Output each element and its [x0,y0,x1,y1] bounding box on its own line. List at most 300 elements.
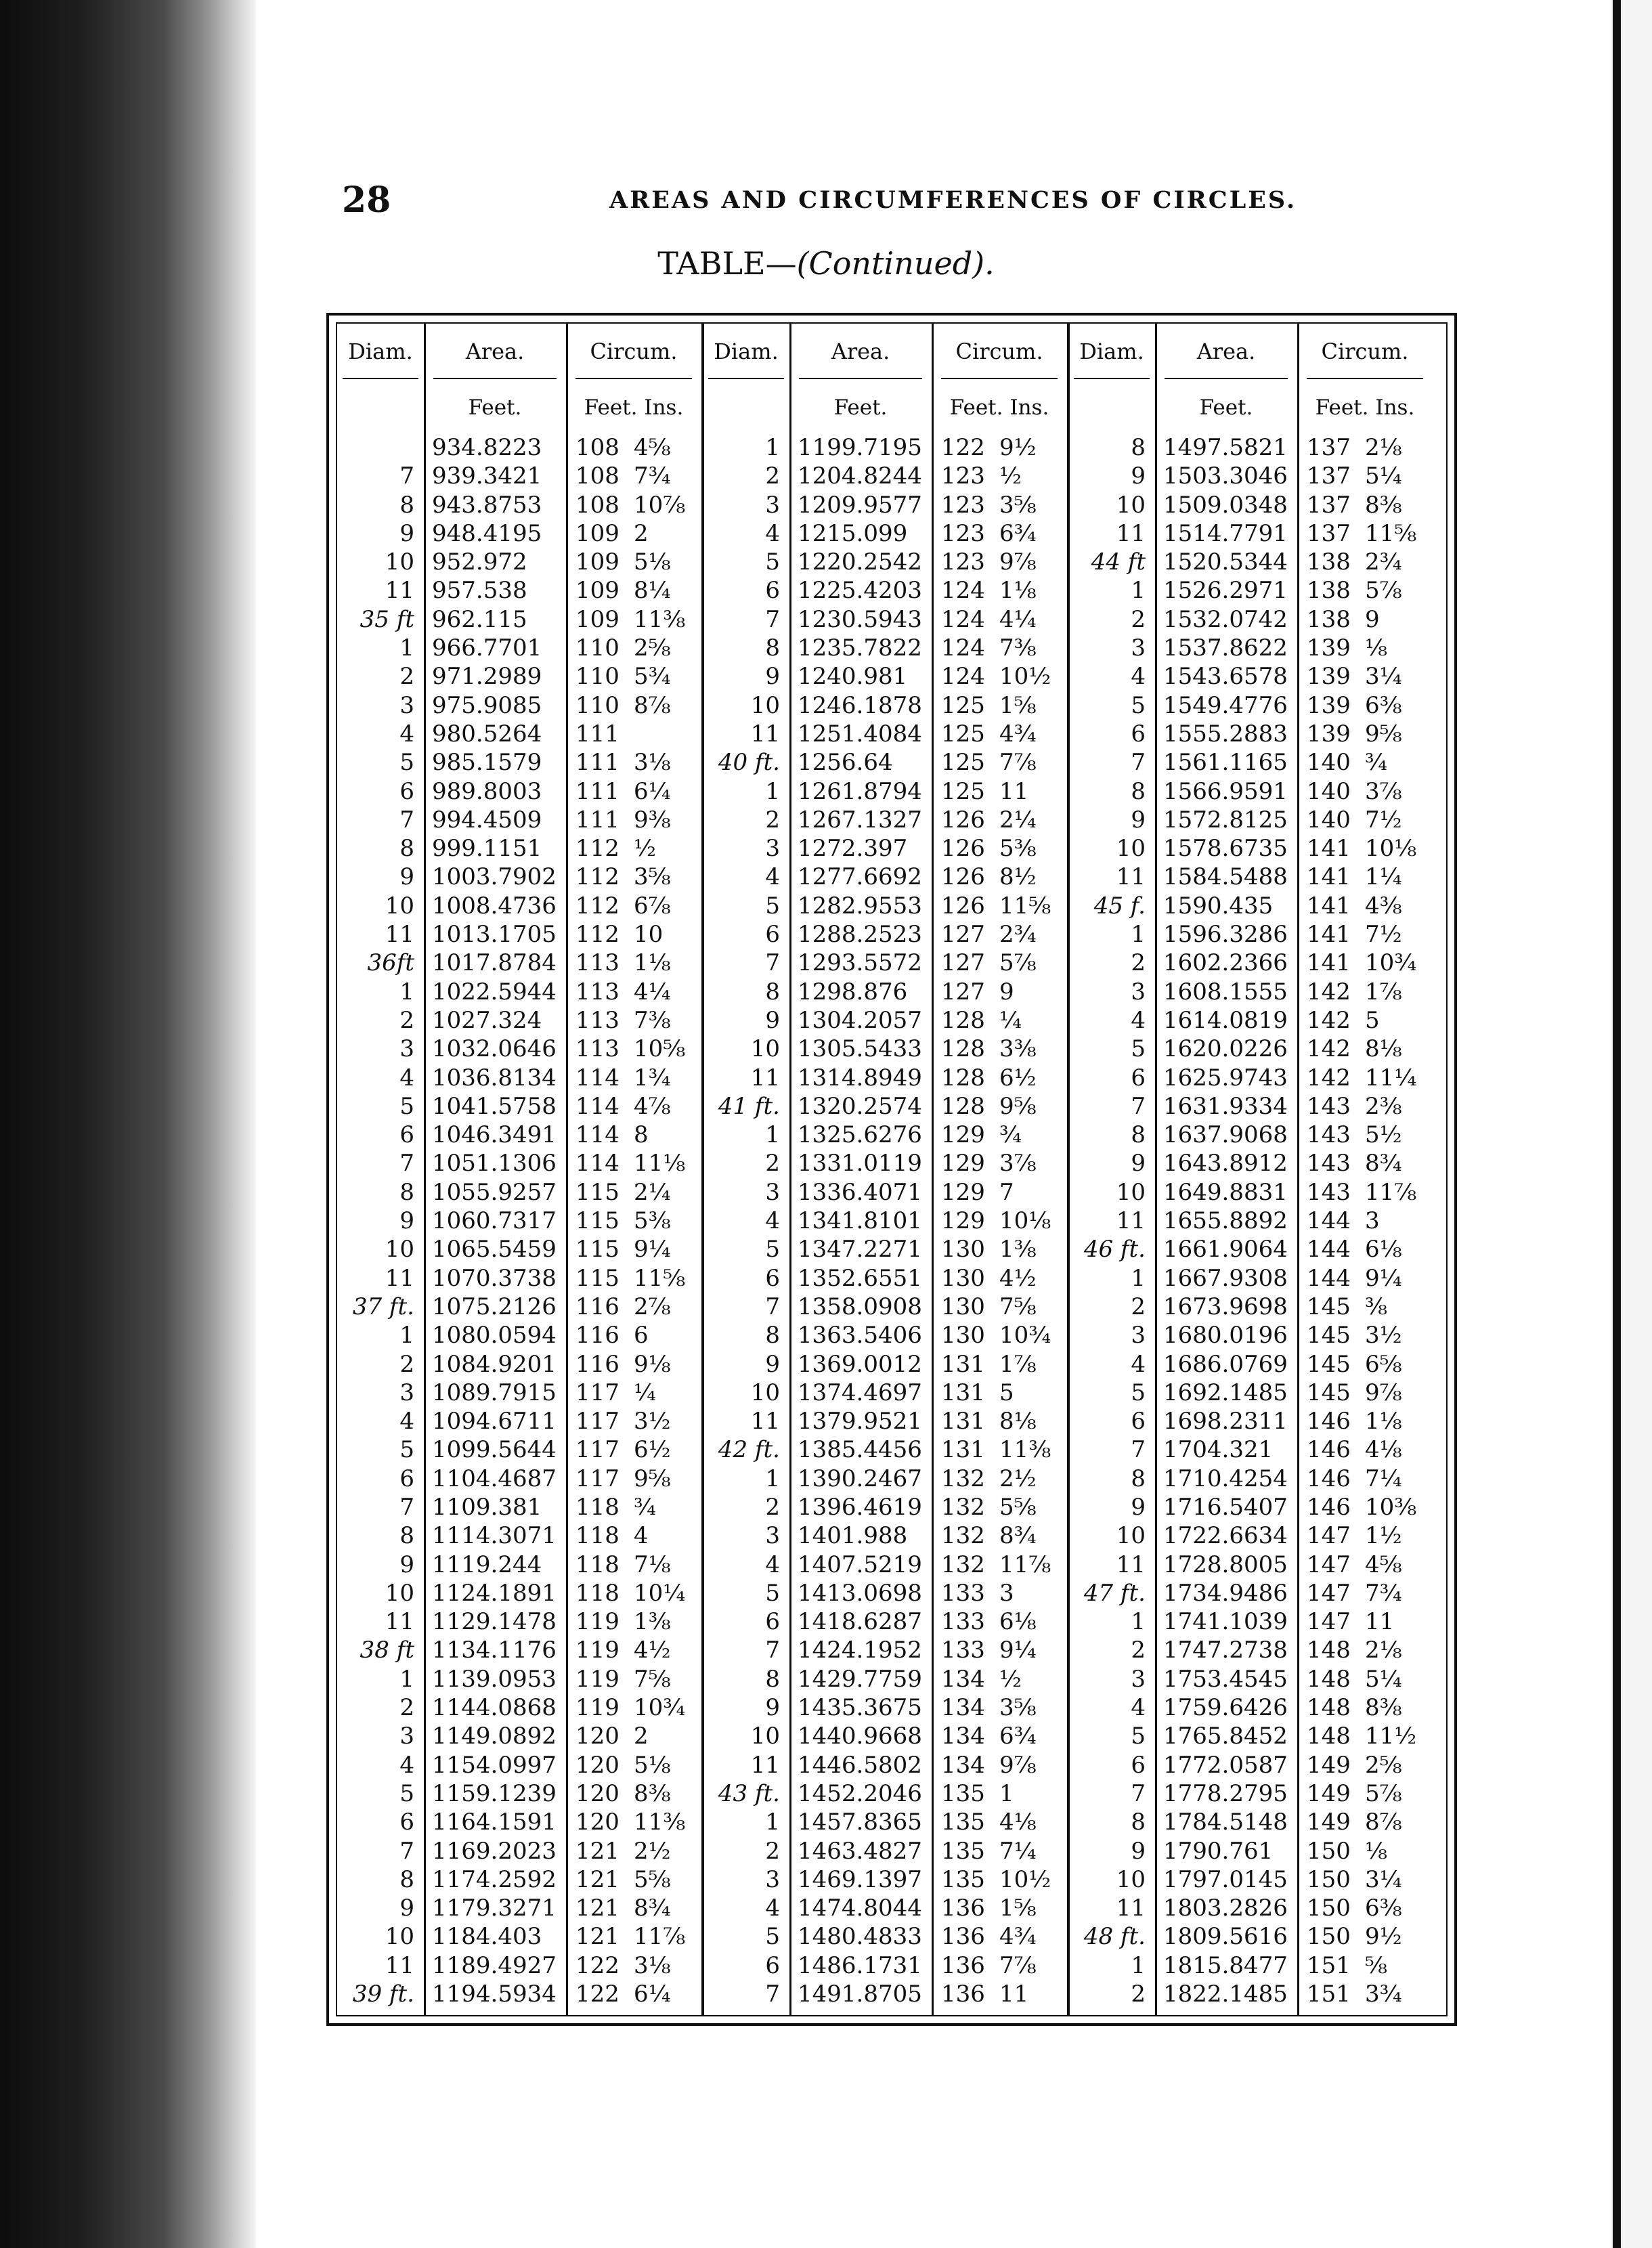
circum-feet-cell: 118 [575,1522,620,1550]
circum-ins-cell: 2¼ [634,1178,671,1206]
table-title [0,245,1652,282]
circum-feet-cell: 117 [575,1408,620,1435]
area-cell: 1514.7791 [1163,519,1288,547]
table-row [1068,1293,1434,1321]
diam-cell: 4 [1131,1694,1146,1722]
circum-ins-cell: 11⅜ [999,1436,1051,1464]
header-area: Area. [465,339,525,364]
table-row [337,1149,703,1177]
diam-cell: 3 [399,691,414,719]
table-row [703,634,1068,662]
circum-ins-cell: 4½ [999,1264,1037,1292]
diam-cell: 8 [765,978,780,1006]
area-cell: 1396.4619 [798,1493,922,1521]
area-cell: 1784.5148 [1163,1809,1288,1836]
table-row [337,1579,703,1607]
diam-cell: 7 [399,1150,414,1177]
diam-cell: 6 [1131,1064,1146,1091]
table-row [703,1951,1068,1980]
circum-ins-cell: 9⅞ [999,548,1037,576]
circum-feet-cell: 148 [1307,1694,1351,1722]
diam-cell: 7 [1131,1779,1146,1807]
circum-feet-cell: 127 [941,978,985,1006]
area-cell: 1225.4203 [798,577,922,605]
circum-feet-cell: 147 [1307,1522,1351,1550]
circum-feet-cell: 136 [941,1895,985,1922]
area-cell: 1149.0892 [432,1723,557,1750]
circum-ins-cell: 3⅝ [634,863,671,891]
area-cell: 957.538 [432,577,527,605]
table-row [1068,1264,1434,1293]
table-row [703,1064,1068,1092]
circum-ins-cell: 6¼ [634,777,671,805]
circum-feet-cell: 126 [941,806,985,834]
circum-ins-cell: 8⅛ [1365,1035,1402,1063]
diam-cell: 10 [1116,1865,1146,1893]
area-cell: 971.2989 [432,663,542,691]
circum-feet-cell: 133 [941,1579,985,1607]
circum-ins-cell: ¼ [634,1379,656,1406]
area-cell: 1003.7902 [432,863,557,891]
area-cell: 1184.403 [432,1923,542,1951]
circum-feet-cell: 123 [941,462,985,490]
diam-cell: 5 [1131,1379,1146,1406]
circum-ins-cell: 4⅜ [1365,892,1402,920]
circum-ins-cell: ½ [634,835,656,863]
area-cell: 1174.2592 [432,1865,557,1893]
area-cell: 1734.9486 [1163,1579,1288,1607]
page-number: 28 [342,179,391,221]
diam-cell: 7 [399,1837,414,1865]
circum-ins-cell: 1⅛ [999,577,1037,605]
diam-cell: 1 [399,978,414,1006]
circum-ins-cell: 2¾ [999,921,1037,949]
circum-feet-cell: 147 [1307,1551,1351,1578]
circum-feet-cell: 143 [1307,1092,1351,1120]
circum-ins-cell: 5⅜ [999,835,1037,863]
table-row [337,1092,703,1121]
circum-ins-cell: 7⅜ [634,1006,671,1034]
area-cell: 1566.9591 [1163,777,1288,805]
area-cell: 1469.1397 [798,1865,922,1893]
diam-cell: 11 [385,1951,414,1979]
table-row [703,748,1068,777]
area-cell: 966.7701 [432,634,542,662]
circum-ins-cell: 4¾ [999,1923,1037,1951]
circum-feet-cell: 151 [1307,1951,1351,1979]
circum-ins-cell: 5 [999,1379,1014,1406]
diam-cell: 40 ft. [718,749,780,777]
circum-ins-cell: 2 [634,1723,649,1750]
table-row [337,519,703,548]
area-cell: 1379.9521 [798,1408,922,1435]
diam-cell: 7 [765,605,780,633]
area-cell: 1282.9553 [798,892,922,920]
circum-ins-cell: 9¼ [1365,1264,1402,1292]
area-cell: 1104.4687 [432,1465,557,1492]
circum-ins-cell: 5¼ [1365,1665,1402,1693]
circum-feet-cell: 131 [941,1408,985,1435]
diam-cell: 7 [765,1981,780,2008]
diam-cell: 9 [399,1895,414,1922]
area-cell: 1124.1891 [432,1579,557,1607]
diam-cell: 9 [399,1551,414,1578]
diam-cell: 2 [399,663,414,691]
area-cell: 1497.5821 [1163,434,1288,461]
area-cell: 943.8753 [432,491,542,519]
diam-cell: 4 [765,519,780,547]
circum-ins-cell: 11 [999,777,1029,805]
circum-feet-cell: 139 [1307,720,1351,748]
table-row [703,1006,1068,1035]
circum-feet-cell: 145 [1307,1322,1351,1349]
circum-feet-cell: 146 [1307,1465,1351,1492]
table-row [337,1379,703,1407]
area-cell: 1407.5219 [798,1551,922,1578]
table-column-group [337,324,703,2015]
area-cell: 1765.8452 [1163,1723,1288,1750]
circum-feet-cell: 113 [575,1006,620,1034]
circum-ins-cell: 6⅜ [1365,691,1402,719]
table-row [1068,1922,1434,1951]
diam-cell: 5 [765,548,780,576]
circum-ins-cell: ¾ [634,1493,656,1521]
table-row [703,806,1068,834]
table-row [1068,491,1434,519]
diam-cell: 4 [1131,1006,1146,1034]
table-row [337,920,703,949]
circum-feet-cell: 126 [941,835,985,863]
area-cell: 1099.5644 [432,1436,557,1464]
table-row [703,1435,1068,1464]
area-cell: 1304.2057 [798,1006,922,1034]
area-cell: 1154.0997 [432,1751,557,1779]
circum-feet-cell: 151 [1307,1981,1351,2008]
table-row [1068,1435,1434,1464]
diam-cell: 8 [1131,1809,1146,1836]
diam-cell: 7 [1131,1436,1146,1464]
circum-ins-cell: 9⅜ [634,806,671,834]
area-cell: 1305.5433 [798,1035,922,1063]
area-cell: 1661.9064 [1163,1236,1288,1263]
area-cell: 1179.3271 [432,1895,557,1922]
diam-cell: 10 [385,1236,414,1263]
circum-ins-cell: 6½ [999,1064,1037,1091]
diam-cell: 11 [1116,863,1146,891]
area-cell: 1272.397 [798,835,908,863]
area-cell: 1747.2738 [1163,1637,1288,1664]
header-rule [575,378,692,379]
diam-cell: 5 [399,749,414,777]
circum-feet-cell: 129 [941,1207,985,1235]
diam-cell: 1 [399,1665,414,1693]
diam-cell: 7 [765,1293,780,1320]
diam-cell: 39 ft. [352,1981,414,2008]
area-cell: 1277.6692 [798,863,922,891]
circum-feet-cell: 137 [1307,434,1351,461]
circum-feet-cell: 127 [941,921,985,949]
diam-cell: 5 [399,1779,414,1807]
area-cell: 1526.2971 [1163,577,1288,605]
area-cell: 1352.6551 [798,1264,922,1292]
header-area: Area. [1196,339,1256,364]
diam-cell: 1 [1131,921,1146,949]
circum-feet-cell: 145 [1307,1350,1351,1378]
area-cell: 1486.1731 [798,1951,922,1979]
table-row [1068,1465,1434,1493]
circum-ins-cell: 10⅛ [999,1207,1051,1235]
table-row [1068,1980,1434,2008]
table-row [703,1693,1068,1722]
circum-ins-cell: 8⅜ [634,1779,671,1807]
circum-ins-cell: 9 [999,978,1014,1006]
circum-ins-cell: 10⅝ [634,1035,686,1063]
area-cell: 1520.5344 [1163,548,1288,576]
diam-cell: 9 [1131,806,1146,834]
table-row [337,1665,703,1693]
diam-cell: 11 [750,1064,780,1091]
circum-ins-cell: 5⅞ [1365,1779,1402,1807]
diam-cell: 11 [385,1608,414,1636]
table-row [337,949,703,977]
circum-feet-cell: 123 [941,519,985,547]
table-row [1068,720,1434,748]
area-cell: 1797.0145 [1163,1865,1288,1893]
circum-ins-cell: 6⅞ [634,892,671,920]
subheader-feet: Feet. [833,395,888,420]
circum-feet-cell: 110 [575,691,620,719]
table-row [1068,834,1434,863]
circum-ins-cell: 4⅛ [999,1809,1037,1836]
diam-cell: 36ft [367,949,414,977]
table-row [703,777,1068,806]
circum-feet-cell: 109 [575,519,620,547]
diam-cell: 4 [399,1751,414,1779]
circum-feet-cell: 114 [575,1121,620,1149]
circum-feet-cell: 148 [1307,1665,1351,1693]
circum-feet-cell: 129 [941,1150,985,1177]
area-cell: 1036.8134 [432,1064,557,1091]
table-row [337,1035,703,1063]
diam-cell: 6 [399,1121,414,1149]
diam-cell: 2 [765,1837,780,1865]
table-row [337,1006,703,1035]
circum-feet-cell: 120 [575,1779,620,1807]
circum-ins-cell: 2⅜ [1365,1092,1402,1120]
circum-feet-cell: 129 [941,1178,985,1206]
area-cell: 1139.0953 [432,1665,557,1693]
area-cell: 1246.1878 [798,691,922,719]
diam-cell: 3 [399,1379,414,1406]
area-cell: 1509.0348 [1163,491,1288,519]
diam-cell: 38 ft [360,1637,414,1664]
diam-cell: 1 [399,634,414,662]
table-row [1068,1951,1434,1980]
circum-ins-cell: 3¾ [1365,1981,1402,2008]
area-cell: 1673.9698 [1163,1293,1288,1320]
circum-feet-cell: 123 [941,548,985,576]
area-cell: 1435.3675 [798,1694,922,1722]
area-cell: 1418.6287 [798,1608,922,1636]
circum-feet-cell: 130 [941,1236,985,1263]
circum-ins-cell: 1⅜ [999,1236,1037,1263]
circum-ins-cell: 4½ [634,1637,671,1664]
circum-feet-cell: 113 [575,978,620,1006]
table-row [337,1121,703,1149]
circum-feet-cell: 136 [941,1981,985,2008]
diam-cell: 48 ft. [1083,1923,1146,1951]
circum-ins-cell: 1¾ [634,1064,671,1091]
area-cell: 975.9085 [432,691,542,719]
diam-cell: 9 [1131,1837,1146,1865]
diam-cell: 10 [1116,491,1146,519]
table-row [703,662,1068,691]
area-cell: 1199.7195 [798,434,922,461]
circum-feet-cell: 109 [575,577,620,605]
table-row [703,863,1068,891]
circum-ins-cell: 2⅛ [1365,1637,1402,1664]
circum-ins-cell: 5⅜ [634,1207,671,1235]
area-cell: 1298.876 [798,978,908,1006]
circum-feet-cell: 141 [1307,892,1351,920]
circum-ins-cell: ⅛ [1365,634,1387,662]
table-row [1068,1178,1434,1207]
circum-ins-cell: 7½ [1365,806,1402,834]
diam-cell: 11 [1116,1895,1146,1922]
circum-ins-cell: 1⅛ [634,949,671,977]
table-row [1068,978,1434,1006]
circum-feet-cell: 148 [1307,1637,1351,1664]
circum-ins-cell: 11¼ [1365,1064,1417,1091]
circum-feet-cell: 109 [575,605,620,633]
diam-cell: 9 [765,1006,780,1034]
circum-feet-cell: 117 [575,1436,620,1464]
circum-feet-cell: 119 [575,1694,620,1722]
area-cell: 1109.381 [432,1493,542,1521]
subheader-feet-ins: Feet. Ins. [584,395,684,420]
table-row [703,1722,1068,1750]
table-row [703,1149,1068,1177]
subheader-feet-ins: Feet. Ins. [1315,395,1415,420]
circum-feet-cell: 111 [575,749,620,777]
circum-feet-cell: 133 [941,1608,985,1636]
circum-feet-cell: 138 [1307,577,1351,605]
circum-ins-cell: 5¼ [1365,462,1402,490]
diam-cell: 1 [1131,1608,1146,1636]
area-cell: 1667.9308 [1163,1264,1288,1292]
circum-ins-cell: 6¾ [999,519,1037,547]
circum-feet-cell: 111 [575,777,620,805]
circum-ins-cell: 5 [1365,1006,1380,1034]
diam-cell: 3 [765,1178,780,1206]
table-row [337,834,703,863]
area-cell: 1220.2542 [798,548,922,576]
circum-ins-cell: 8¾ [999,1522,1037,1550]
area-cell: 1032.0646 [432,1035,557,1063]
circum-ins-cell: 7⅜ [999,634,1037,662]
table-row [1068,1579,1434,1607]
diam-cell: 5 [765,1236,780,1263]
area-cell: 1251.4084 [798,720,922,748]
circum-feet-cell: 150 [1307,1923,1351,1951]
circum-feet-cell: 136 [941,1951,985,1979]
circum-ins-cell: 11⅞ [1365,1178,1417,1206]
table-row [1068,806,1434,834]
area-cell: 1215.099 [798,519,908,547]
circum-feet-cell: 134 [941,1723,985,1750]
circum-ins-cell: 10¼ [634,1579,686,1607]
area-cell: 1065.5459 [432,1236,557,1263]
circum-feet-cell: 137 [1307,462,1351,490]
diam-cell: 7 [765,1637,780,1664]
circum-feet-cell: 141 [1307,835,1351,863]
circum-feet-cell: 146 [1307,1493,1351,1521]
diam-cell: 10 [750,1379,780,1406]
diam-cell: 9 [399,519,414,547]
diam-cell: 8 [399,1522,414,1550]
circum-feet-cell: 132 [941,1551,985,1578]
area-cell: 1022.5944 [432,978,557,1006]
table-row [703,1980,1068,2008]
circum-ins-cell: 1⅞ [1365,978,1402,1006]
diam-cell: 8 [765,634,780,662]
table-row [1068,1407,1434,1435]
circum-feet-cell: 149 [1307,1779,1351,1807]
header-rule [1074,378,1150,379]
area-cell: 1753.4545 [1163,1665,1288,1693]
circum-feet-cell: 121 [575,1865,620,1893]
circum-ins-cell: 6¼ [634,1981,671,2008]
circum-feet-cell: 118 [575,1493,620,1521]
circum-ins-cell: 8⅜ [1365,1694,1402,1722]
diam-cell: 4 [399,720,414,748]
diam-cell: 7 [399,1493,414,1521]
circum-feet-cell: 132 [941,1522,985,1550]
circum-feet-cell: 142 [1307,1006,1351,1034]
diam-cell: 1 [765,1809,780,1836]
area-cell: 1013.1705 [432,921,557,949]
table-row [703,1293,1068,1321]
circum-ins-cell: 1 [999,1779,1014,1807]
circum-ins-cell: 8½ [999,863,1037,891]
diam-cell: 7 [399,462,414,490]
diam-cell: 6 [399,1465,414,1492]
circum-feet-cell: 112 [575,921,620,949]
table-row [703,1264,1068,1293]
area-cell: 1480.4833 [798,1923,922,1951]
circum-feet-cell: 128 [941,1092,985,1120]
circum-feet-cell: 116 [575,1322,620,1349]
area-cell: 1341.8101 [798,1207,922,1235]
area-cell: 1358.0908 [798,1293,922,1320]
diam-cell: 37 ft. [352,1293,414,1320]
circum-ins-cell: 11⅝ [1365,519,1417,547]
table-row [1068,1121,1434,1149]
diam-cell: 4 [765,863,780,891]
circum-ins-cell: 11⅜ [634,1809,686,1836]
circum-feet-cell: 122 [941,434,985,461]
area-cell: 1041.5758 [432,1092,557,1120]
circum-ins-cell: 2¼ [999,806,1037,834]
circum-feet-cell: 113 [575,1035,620,1063]
diam-cell: 8 [765,1322,780,1349]
circum-ins-cell: 8¾ [1365,1150,1402,1177]
table-column-group [703,324,1068,2015]
circum-ins-cell: 3 [999,1579,1014,1607]
circum-ins-cell: 11⅞ [999,1551,1051,1578]
circum-ins-cell: 2⅞ [634,1293,671,1320]
diam-cell: 2 [765,1493,780,1521]
